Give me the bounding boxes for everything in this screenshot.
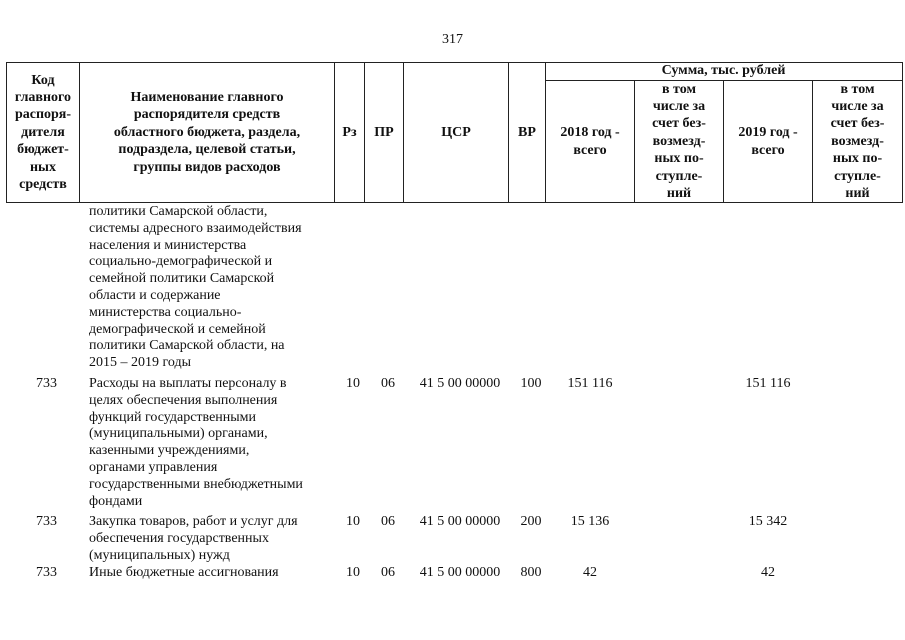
row-code: 733 bbox=[36, 376, 57, 391]
header-2018-gratuitous: в том числе за счет без- возмезд- ных по- ступле- ний bbox=[652, 81, 706, 202]
header-2018-total: 2018 год - всего bbox=[560, 125, 620, 158]
row-code: 733 bbox=[36, 565, 57, 580]
row-2019-total: 15 342 bbox=[748, 514, 788, 529]
header-vr: ВР bbox=[518, 124, 536, 140]
header-bottom-border bbox=[6, 202, 903, 203]
row-pr: 06 bbox=[381, 514, 395, 529]
row-rz: 10 bbox=[346, 376, 360, 391]
header-2019-gratuitous: в том числе за счет без- возмезд- ных по- ступле- ний bbox=[830, 81, 885, 202]
row-2019-total: 42 bbox=[761, 565, 775, 580]
row-2018-total: 151 116 bbox=[567, 376, 613, 391]
row-2019-total: 151 116 bbox=[745, 376, 791, 391]
row-rz: 10 bbox=[346, 565, 360, 580]
row-csr: 41 5 00 00000 bbox=[419, 514, 501, 529]
row-pr: 06 bbox=[381, 565, 395, 580]
header-pr: ПР bbox=[374, 124, 394, 140]
page-number: 317 bbox=[442, 32, 463, 47]
row-2018-total: 15 136 bbox=[570, 514, 610, 529]
row-csr: 41 5 00 00000 bbox=[419, 376, 501, 391]
row-pr: 06 bbox=[381, 376, 395, 391]
row-csr: 41 5 00 00000 bbox=[419, 565, 501, 580]
header-rz: Рз bbox=[342, 124, 357, 140]
row-vr: 100 bbox=[520, 376, 542, 391]
header-csr: ЦСР bbox=[441, 124, 471, 140]
row-2018-total: 42 bbox=[583, 565, 597, 580]
row-name: Закупка товаров, работ и услуг для обеспечения государственных (муниципальных) нужд bbox=[89, 514, 298, 563]
header-2019-total: 2019 год - всего bbox=[738, 125, 798, 158]
row-name: Расходы на выплаты персоналу в целях обеспечения выполнения функций государственными (муниципальными) органами, казенными учреждениями, органами управления государственными внебюджетными фондами bbox=[89, 376, 303, 509]
row-name: Иные бюджетные ассигнования bbox=[89, 565, 279, 580]
header-name: Наименование главного распорядителя средств областного бюджета, раздела, подраздела, целевой статьи, группы видов расходов bbox=[113, 89, 301, 175]
continuation-text: политики Самарской области, системы адресного взаимодействия населения и министерства социально-демографической и семейной политики Самарской области и содержание министерства социально- демографической и семейной политики Самарской области, на 2015 – 2019 годы bbox=[89, 204, 302, 371]
header-code: Код главного распоря- дителя бюджет- ных средств bbox=[14, 72, 72, 193]
row-code: 733 bbox=[36, 514, 57, 529]
header-sum-title: Сумма, тыс. рублей bbox=[661, 63, 786, 78]
row-rz: 10 bbox=[346, 514, 360, 529]
row-vr: 200 bbox=[520, 514, 542, 529]
col-divider bbox=[902, 62, 903, 203]
row-vr: 800 bbox=[520, 565, 542, 580]
